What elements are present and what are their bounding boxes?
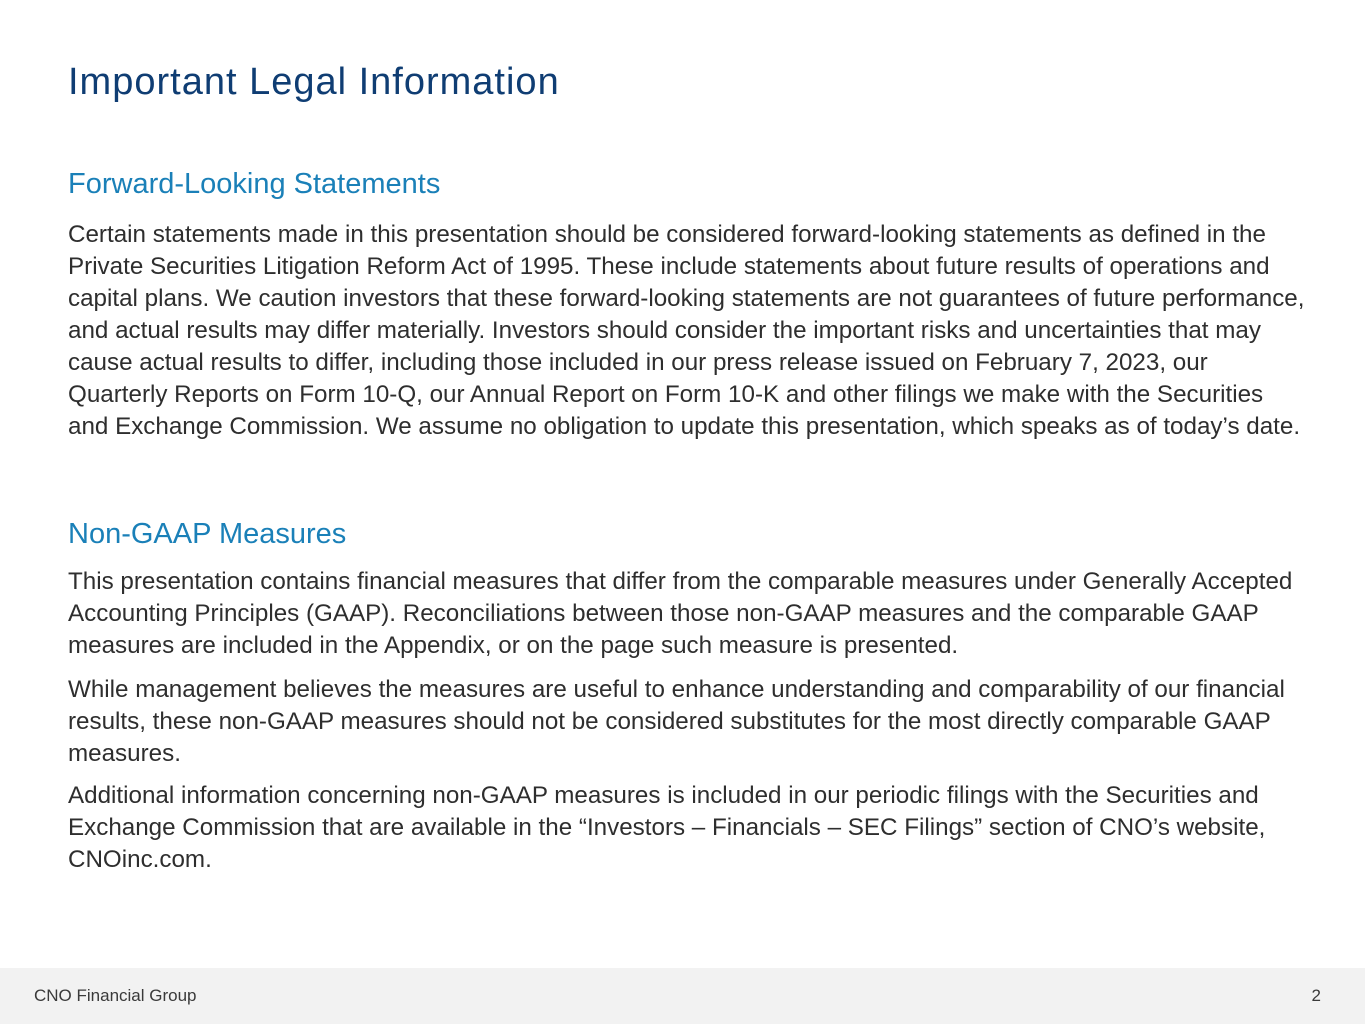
footer-company-name: CNO Financial Group — [34, 986, 197, 1005]
page-number: 2 — [1311, 986, 1321, 1005]
non-gaap-paragraph-management-belief: While management believes the measures are useful to enhance understanding and comparability of our financial results, these non-GAAP measures should not be considered substitutes for the most directly comparable GAAP measures. — [68, 676, 1285, 767]
non-gaap-paragraph-reconciliations: This presentation contains financial measures that differ from the comparable measures under Generally Accepted Accounting Principles (GAAP). Reconciliations between those non-GAAP measures and the comparable GAAP measures are included in the Appendix, or on the page such measure is presented. — [68, 568, 1293, 659]
forward-looking-statements-paragraph: Certain statements made in this presentation should be considered forward-looking statements as defined in the Private Securities Litigation Reform Act of 1995. These include statements about future results of operations and capital plans. We caution investors that these forward-looking statements are not guarantees of future performance, and actual results may differ materially. Investors should consider the important risks and uncertainties that may cause actual results to differ, including those included in our press release issued on February 7, 2023, our Quarterly Reports on Form 10-Q, our Annual Report on Form 10-K and other filings we make with the Securities and Exchange Commission. We assume no obligation to update this presentation, which speaks as of today’s date. — [68, 221, 1305, 440]
footer-bar — [0, 968, 1365, 1024]
forward-looking-statements-heading: Forward-Looking Statements — [68, 168, 441, 200]
non-gaap-paragraph-additional-info: Additional information concerning non-GAAP measures is included in our periodic filings with the Securities and Exchange Commission that are available in the “Investors – Financials – SEC Filings” section of CNO’s website, CNOinc.com. — [68, 782, 1266, 873]
page-title: Important Legal Information — [68, 61, 560, 103]
non-gaap-measures-heading: Non-GAAP Measures — [68, 518, 347, 550]
